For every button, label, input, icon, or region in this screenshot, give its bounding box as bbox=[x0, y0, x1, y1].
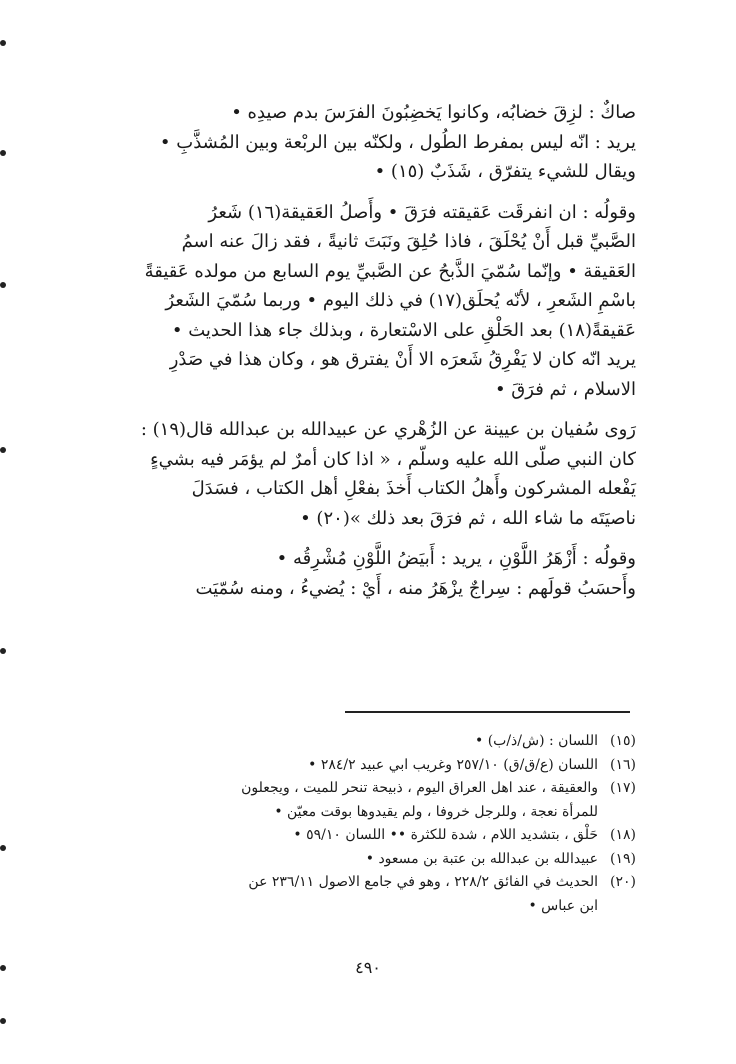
footnote-number: (١٦) bbox=[610, 756, 636, 773]
footnote bbox=[108, 848, 636, 872]
footnote-line: حَلْق ، بتشديد اللام ، شدة للكثرة •• اللسان ٥٩/١٠ • bbox=[293, 827, 598, 843]
footnote bbox=[108, 777, 636, 824]
footnote-line: للمرأة نعجة ، وللرجل خروفا ، ولم يقيدوها بوقت معيّن • bbox=[274, 803, 598, 820]
paragraph-3 bbox=[108, 415, 636, 533]
footnote-number: (١٨) bbox=[610, 827, 636, 843]
footnote bbox=[108, 754, 636, 778]
text-line: وأَحسَبُ قولَهم : سِراجٌ يزْهَرُ منه ، أَيْ : يُضيءُ ، ومنه سُمّيَت bbox=[195, 577, 636, 599]
footnote-number: (١٧) bbox=[610, 780, 636, 796]
footnote bbox=[108, 871, 636, 918]
page-body bbox=[108, 98, 636, 614]
text-line: رَوى سُفيان بن عيينة عن الزُهْري عن عبيدالله بن عبدالله قال(١٩) : bbox=[140, 419, 636, 440]
margin-mark bbox=[0, 150, 6, 156]
text-line: العَقيقة • وإنّما سُمّيَ الذَّبحُ عن الصَّبيِّ يوم السابع من مولده عَقيقةً bbox=[144, 260, 636, 282]
text-line: عَقيقةً(١٨) بعد الحَلْقِ على الاسْتعارة ، وبذلك جاء هذا الحديث • bbox=[171, 319, 636, 341]
margin-mark bbox=[0, 1018, 6, 1024]
footnote-line: اللسان : (ش/ذ/ب) • bbox=[474, 733, 598, 749]
footnote-line: ابن عباس • bbox=[528, 897, 598, 914]
margin-mark bbox=[0, 845, 6, 851]
text-line: يريد انّه كان لا يَفْرِقُ شَعرَه الا أَنْ يفترق هو ، وكان هذا في صَدْرِ bbox=[169, 349, 636, 370]
margin-mark bbox=[0, 40, 6, 46]
paragraph-2 bbox=[108, 198, 636, 405]
text-line: يَفْعله المشركون وأَهلُ الكتاب أَخذَ بفعْلِ أهل الكتاب ، فسَدَلَ bbox=[191, 478, 636, 499]
text-line: ناصيَتَه ما شاء الله ، ثم فرَقَ بعد ذلك »(٢٠) • bbox=[300, 507, 636, 529]
margin-mark bbox=[0, 282, 6, 288]
text-line: وقولُه : ان انفرقَت عَقيقته فرَقَ • وأَصلُ العَقيقة(١٦) شَعرُ bbox=[208, 201, 636, 223]
footnote-text bbox=[108, 871, 598, 918]
footnote bbox=[108, 824, 636, 848]
footnote-line: اللسان (ع/ق/ق) ٢٥٧/١٠ وغريب ابي عبيد ٢٨٤/٢ • bbox=[308, 756, 598, 773]
footnote-divider bbox=[345, 711, 630, 713]
page-number: ٤٩٠ bbox=[355, 958, 381, 977]
text-line: الاسلام ، ثم فرَقَ • bbox=[494, 378, 636, 400]
paragraph-4 bbox=[108, 544, 636, 603]
footnote-number: (١٩) bbox=[610, 850, 636, 867]
footnote-text bbox=[108, 848, 598, 872]
footnote-line: والعقيقة ، عند اهل العراق اليوم ، ذبيحة تنحر للميت ، ويجعلون bbox=[241, 780, 598, 796]
text-line: صاكٌ : لزِقَ خضابُه، وكانوا يَخضِبُونَ الفرَسَ بدم صيدِه • bbox=[231, 102, 636, 123]
footnote bbox=[108, 730, 636, 754]
margin-mark bbox=[0, 965, 6, 971]
footnote-number: (٢٠) bbox=[610, 874, 636, 890]
footnote-text bbox=[108, 824, 598, 848]
text-line: باسْمِ الشَعرِ ، لأنّه يُحلَق(١٧) في ذلك اليوم • وربما سُمّيَ الشَعرُ bbox=[165, 290, 636, 311]
text-line: يريد : انّه ليس بمفرط الطُول ، ولكنّه بين الربْعة وبين المُشذَّبِ • bbox=[159, 131, 636, 153]
text-line: كان النبي صلّى الله عليه وسلّم ، « اذا كان أمرٌ لم يؤمَر فيه بشيءٍ bbox=[150, 448, 636, 470]
margin-mark bbox=[0, 648, 6, 654]
footnote-text bbox=[108, 777, 598, 824]
text-line: ويقال للشيء يتفرّق ، شَذَبٌ (١٥) • bbox=[374, 161, 636, 182]
footnote-text bbox=[108, 754, 598, 778]
text-line: وقولُه : أَزْهَرُ اللَّوْنِ ، يريد : أَبيَضُ اللَّوْنِ مُشْرِقُه • bbox=[276, 548, 636, 569]
paragraph-1 bbox=[108, 98, 636, 187]
footnote-line: عبيدالله بن عبدالله بن عتبة بن مسعود • bbox=[365, 850, 598, 867]
margin-mark bbox=[0, 447, 6, 453]
footnote-line: الحديث في الفائق ٢٢٨/٢ ، وهو في جامع الاصول ٢٣٦/١١ عن bbox=[248, 874, 598, 890]
footnote-text bbox=[108, 730, 598, 754]
footnote-number: (١٥) bbox=[610, 733, 636, 749]
text-line: الصَّبيِّ قبل أَنْ يُحْلَقَ ، فاذا حُلِقَ ونَبَتَ ثانيةً ، فقد زالَ عنه اسمُ bbox=[181, 231, 636, 252]
footnotes bbox=[108, 730, 636, 918]
